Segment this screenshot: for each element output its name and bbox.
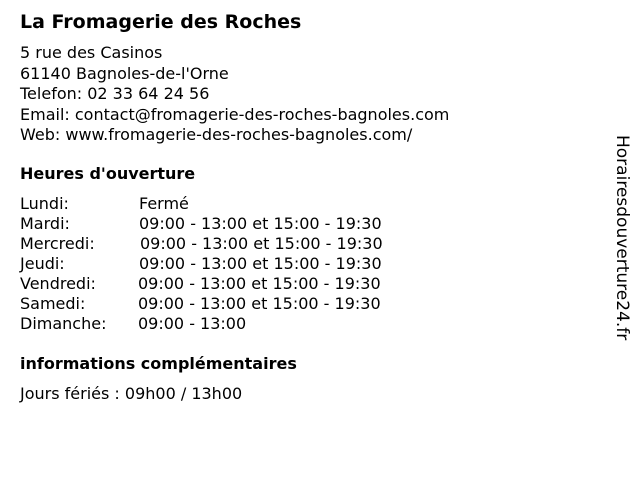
- additional-info-heading: informations complémentaires: [20, 354, 297, 373]
- holiday-hours: Jours fériés : 09h00 / 13h00: [20, 384, 243, 403]
- contact-block: [20, 43, 449, 146]
- day-label: Samedi:: [20, 294, 86, 313]
- day-label: Mercredi:: [20, 234, 95, 253]
- time-value: 09:00 - 13:00 et 15:00 - 19:30: [140, 234, 383, 253]
- website-address: Web: www.fromagerie-des-roches-bagnoles.com/: [20, 125, 413, 144]
- business-name: La Fromagerie des Roches: [20, 11, 302, 33]
- phone-number: Telefon: 02 33 64 24 56: [20, 84, 210, 103]
- day-label: Dimanche:: [20, 314, 107, 333]
- street-address: 5 rue des Casinos: [20, 43, 163, 62]
- opening-hours-heading: Heures d'ouverture: [20, 164, 196, 183]
- time-value: 09:00 - 13:00 et 15:00 - 19:30: [139, 254, 382, 273]
- site-watermark: Horairesdouverture24.fr: [612, 135, 632, 341]
- time-value: 09:00 - 13:00 et 15:00 - 19:30: [138, 274, 381, 293]
- city-postcode: 61140 Bagnoles-de-l'Orne: [20, 63, 229, 83]
- time-value: 09:00 - 13:00 et 15:00 - 19:30: [139, 214, 382, 233]
- time-value: 09:00 - 13:00: [138, 314, 247, 333]
- time-value: 09:00 - 13:00 et 15:00 - 19:30: [138, 294, 381, 313]
- day-label: Jeudi:: [20, 254, 65, 273]
- email-address: Email: contact@fromagerie-des-roches-bagnoles.com: [20, 104, 450, 124]
- day-label: Mardi:: [20, 214, 70, 233]
- day-label: Vendredi:: [20, 274, 96, 293]
- time-value: Fermé: [139, 194, 189, 213]
- day-label: Lundi:: [20, 194, 69, 213]
